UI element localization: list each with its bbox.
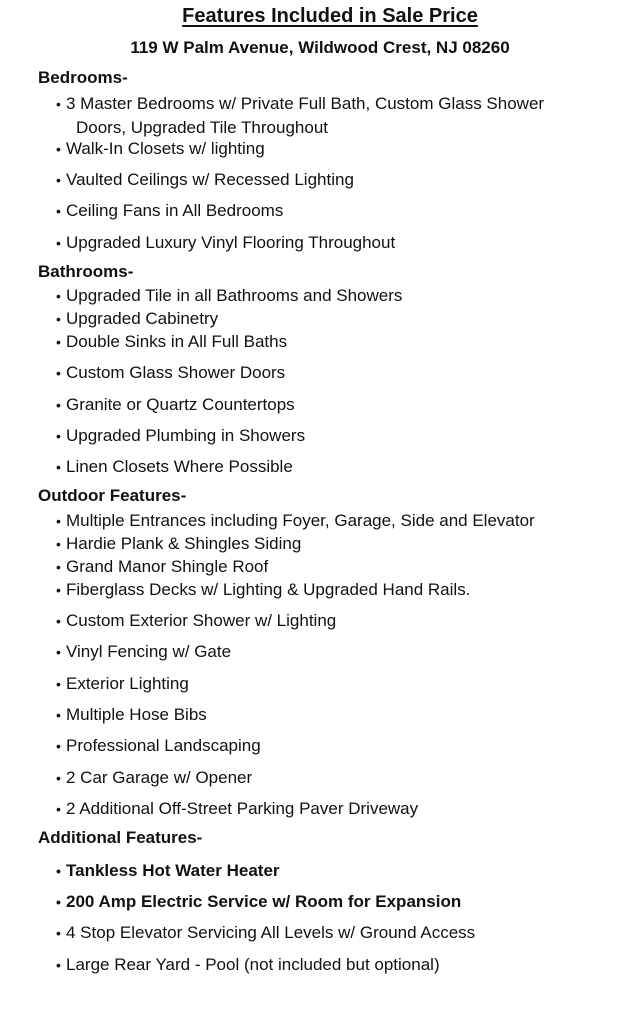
feature-list-item	[56, 609, 626, 633]
bullet-icon: •	[56, 707, 61, 723]
feature-list-item	[56, 231, 626, 255]
feature-list-item	[56, 284, 626, 308]
feature-list-item	[56, 555, 626, 579]
bullet-icon: •	[56, 582, 61, 598]
bullet-icon: •	[56, 428, 61, 444]
bullet-icon: •	[56, 311, 61, 327]
feature-list-item	[56, 455, 626, 479]
feature-text: Multiple Hose Bibs	[66, 705, 207, 724]
feature-text: Upgraded Luxury Vinyl Flooring Throughout	[66, 233, 396, 252]
feature-list-item	[56, 578, 626, 602]
bullet-icon: •	[56, 172, 61, 188]
bullet-icon: •	[56, 96, 61, 112]
property-address: 119 W Palm Avenue, Wildwood Crest, NJ 08260	[130, 38, 510, 57]
feature-list-item	[56, 797, 626, 821]
bullet-icon: •	[56, 957, 61, 973]
bullet-icon: •	[56, 801, 61, 817]
feature-text: Upgraded Cabinetry	[66, 309, 219, 328]
feature-text: Vaulted Ceilings w/ Recessed Lighting	[66, 170, 354, 189]
section-heading: Bedrooms-	[38, 68, 128, 87]
bullet-icon: •	[56, 513, 61, 529]
feature-list-item	[56, 953, 626, 977]
feature-list-item	[56, 361, 626, 385]
feature-text: 4 Stop Elevator Servicing All Levels w/ Ground Access	[66, 923, 476, 942]
feature-list-item	[56, 199, 626, 223]
feature-text: Hardie Plank & Shingles Siding	[66, 534, 302, 553]
bullet-icon: •	[56, 365, 61, 381]
feature-list-item	[56, 137, 626, 161]
section-heading: Bathrooms-	[38, 262, 134, 281]
feature-list-item	[56, 766, 626, 790]
bullet-icon: •	[56, 894, 61, 910]
feature-text: 2 Car Garage w/ Opener	[66, 768, 253, 787]
feature-list-item	[56, 921, 626, 945]
feature-text: Fiberglass Decks w/ Lighting & Upgraded Hand Rails.	[66, 580, 471, 599]
feature-list-item	[56, 168, 626, 192]
feature-list-item	[56, 734, 626, 758]
feature-list-item	[56, 92, 626, 139]
feature-text: Linen Closets Where Possible	[66, 457, 293, 476]
feature-text-continuation: Doors, Upgraded Tile Throughout	[76, 118, 329, 137]
document-title: Features Included in Sale Price	[182, 5, 478, 27]
bullet-icon: •	[56, 235, 61, 251]
feature-text: Grand Manor Shingle Roof	[66, 557, 269, 576]
feature-text: Ceiling Fans in All Bedrooms	[66, 201, 284, 220]
feature-list-item	[56, 330, 626, 354]
feature-text: Double Sinks in All Full Baths	[66, 332, 288, 351]
feature-text: 2 Additional Off-Street Parking Paver Driveway	[66, 799, 419, 818]
feature-list-item	[56, 393, 626, 417]
feature-text: Professional Landscaping	[66, 736, 261, 755]
bullet-icon: •	[56, 288, 61, 304]
feature-list-item	[56, 859, 626, 883]
feature-text: Walk-In Closets w/ lighting	[66, 139, 265, 158]
bullet-icon: •	[56, 770, 61, 786]
bullet-icon: •	[56, 738, 61, 754]
feature-list-item	[56, 890, 626, 914]
feature-list-item	[56, 307, 626, 331]
feature-text: Exterior Lighting	[66, 674, 189, 693]
bullet-icon: •	[56, 203, 61, 219]
feature-list-item	[56, 424, 626, 448]
feature-text: 3 Master Bedrooms w/ Private Full Bath, Custom Glass Shower	[66, 94, 545, 113]
feature-list-item	[56, 640, 626, 664]
section-heading: Outdoor Features-	[38, 486, 187, 505]
feature-list-item	[56, 672, 626, 696]
bullet-icon: •	[56, 536, 61, 552]
feature-text: Multiple Entrances including Foyer, Garage, Side and Elevator	[66, 511, 535, 530]
section-heading: Additional Features-	[38, 828, 203, 847]
bullet-icon: •	[56, 925, 61, 941]
bullet-icon: •	[56, 459, 61, 475]
bullet-icon: •	[56, 559, 61, 575]
feature-list-item	[56, 703, 626, 727]
feature-text: Upgraded Tile in all Bathrooms and Showers	[66, 286, 403, 305]
bullet-icon: •	[56, 863, 61, 879]
feature-list-item	[56, 509, 626, 533]
feature-text: Custom Glass Shower Doors	[66, 363, 286, 382]
feature-text: 200 Amp Electric Service w/ Room for Expansion	[66, 892, 462, 911]
feature-text: Tankless Hot Water Heater	[66, 861, 280, 880]
bullet-icon: •	[56, 676, 61, 692]
bullet-icon: •	[56, 141, 61, 157]
feature-text: Upgraded Plumbing in Showers	[66, 426, 306, 445]
bullet-icon: •	[56, 613, 61, 629]
feature-text: Granite or Quartz Countertops	[66, 395, 295, 414]
bullet-icon: •	[56, 334, 61, 350]
bullet-icon: •	[56, 397, 61, 413]
feature-text: Custom Exterior Shower w/ Lighting	[66, 611, 337, 630]
feature-text: Large Rear Yard - Pool (not included but optional)	[66, 955, 440, 974]
bullet-icon: •	[56, 644, 61, 660]
feature-list-item	[56, 532, 626, 556]
feature-text: Vinyl Fencing w/ Gate	[66, 642, 232, 661]
